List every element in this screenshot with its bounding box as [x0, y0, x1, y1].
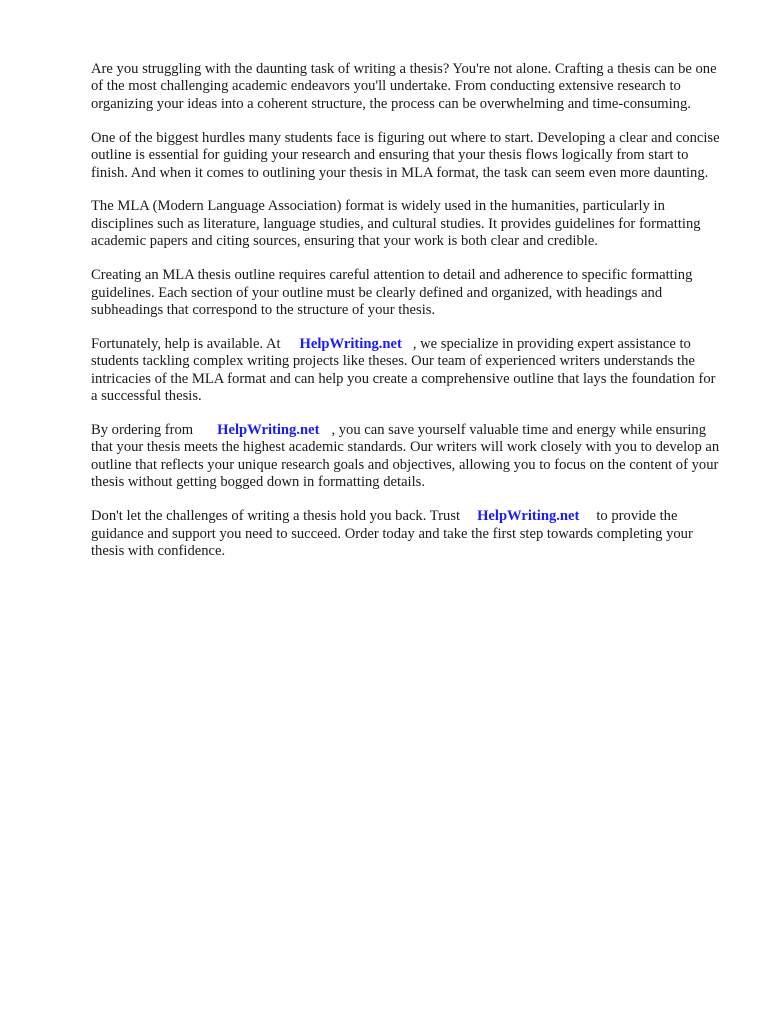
paragraph-text: By ordering from	[91, 422, 194, 438]
paragraph-outline: One of the biggest hurdles many students face is figuring out where to start. Developing a clear and concise outline is essential for guiding your research and ensuring that your thesis flows logically from start to finish. And when it comes to outlining your thesis in MLA format, the task can seem even more daunting.	[91, 129, 720, 181]
paragraph-mla-format: The MLA (Modern Language Association) format is widely used in the humanities, particularly in disciplines such as literature, language studies, and cultural studies. It provides guidelines for formatting academic papers and citing sources, ensuring that your work is both clear and credible.	[91, 198, 701, 250]
document-body	[91, 61, 721, 577]
paragraph-requirements: Creating an MLA thesis outline requires careful attention to detail and adherence to specific formatting guidelines. Each section of your outline must be clearly defined and organized, with headings and subheadings that correspond to the structure of your thesis.	[91, 267, 693, 318]
helpwriting-link[interactable]: HelpWriting.net	[299, 335, 402, 352]
paragraph-text: Fortunately, help is available. At	[91, 335, 281, 352]
paragraph-help-available	[91, 336, 721, 406]
helpwriting-link[interactable]: HelpWriting.net	[477, 508, 580, 525]
paragraph-text: , we specialize in providing expert assistance to students tackling complex writing projects like theses. Our team of experienced writers understands the intricacies of the MLA format and can help you create a comprehensive outline that lays the foundation for a successful thesis.	[91, 335, 716, 405]
paragraph-closing	[91, 508, 721, 560]
paragraph-text: to provide the guidance and support you need to succeed. Order today and take the first step towards completing your thesis with confidence.	[91, 508, 693, 559]
paragraph-text: , you can save yourself valuable time and energy while ensuring that your thesis meets the highest academic standards. Our writers will work closely with you to develop an outline that reflects your unique research goals and objectives, allowing you to focus on the content of your thesis without getting bogged down in formatting details.	[91, 422, 720, 491]
paragraph-ordering	[91, 422, 721, 492]
paragraph-intro: Are you struggling with the daunting task of writing a thesis? You're not alone. Crafting a thesis can be one of the most challenging academic endeavors you'll undertake. From conducting extensive research to organizing your ideas into a coherent structure, the process can be overwhelming and time-consuming.	[91, 61, 717, 112]
paragraph-text: Don't let the challenges of writing a thesis hold you back. Trust	[91, 508, 461, 525]
helpwriting-link[interactable]: HelpWriting.net	[217, 422, 320, 438]
